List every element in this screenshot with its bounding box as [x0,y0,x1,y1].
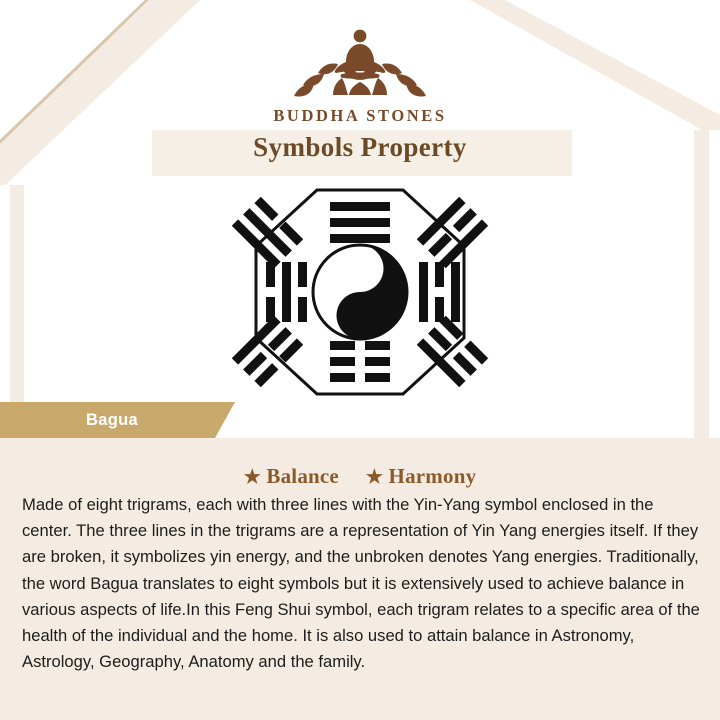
brand-logo [0,22,720,126]
lotus-meditation-icon [280,22,440,100]
content-subtitle [0,464,720,489]
page-title: Symbols Property [253,132,467,162]
decorative-right-band-inner [709,130,720,450]
bagua-figure [220,182,500,402]
star-icon-left: ★ [243,467,261,488]
body-paragraph: Made of eight trigrams, each with three lines with the Yin-Yang symbol enclosed in the center. The three lines in the trigrams are a representation of Yin Yang energies itself. If they are broken, it symbolizes yin energy, and the unbroken denotes Yang energies. Traditionally, the word Bagua translates to eight symbols but it is extensively used to achieve balance in various aspects of life.In this Feng Shui symbol, each trigram relates to a specific area of the health of the individual and the home. It is also used to attain balance in Astronomy, Astrology, Geography, Anatomy and the family. [22,495,700,672]
subtitle-balance: Balance [266,464,339,488]
brand-name: BUDDHA STONES [273,106,447,125]
subtitle-harmony: Harmony [388,464,477,488]
star-icon-right: ★ [365,467,384,488]
section-ribbon-label: Bagua [86,411,138,429]
bagua-yin-yang-diagram [220,182,500,402]
